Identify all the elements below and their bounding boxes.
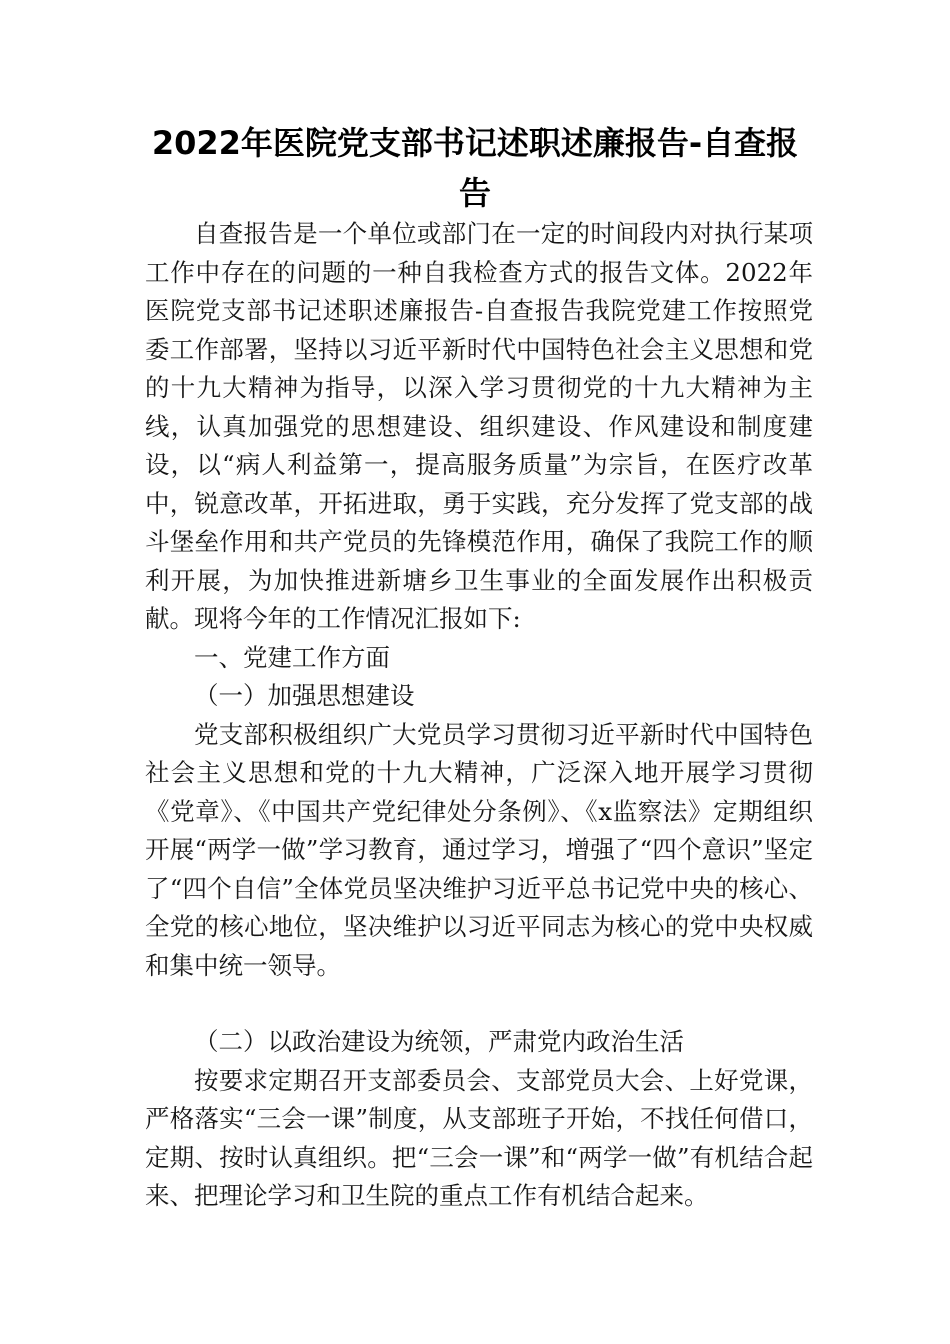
intro-paragraph: 自查报告是一个单位或部门在一定的时间段内对执行某项工作中存在的问题的一种自我检查方式的报告文体。2022年医院党支部书记述职述廉报告-自查报告我院党建工作按照党委工作部署，坚持以习近平新时代中国特色社会主义思想和党的十九大精神为指导，以深入学习贯彻党的十九大精神为主线，认真加强党的思想建设、组织建设、作风建设和制度建设，以“病人利益第一，提高服务质量”为宗旨，在医疗改革中，锐意改革，开拓进取，勇于实践，充分发挥了党支部的战斗堡垒作用和共产党员的先锋模范作用，确保了我院工作的顺利开展，为加快推进新塘乡卫生事业的全面发展作出积极贡献。现将今年的工作情况汇报如下: bbox=[145, 219, 813, 633]
political-building-paragraph: 按要求定期召开支部委员会、支部党员大会、上好党课，严格落实“三会一课”制度，从支部班子开始，不找任何借口，定期、按时认真组织。把“三会一课”和“两学一做”有机结合起来、把理论学习和卫生院的重点工作有机结合起来。 bbox=[145, 1065, 813, 1210]
ideology-paragraph: 党支部积极组织广大党员学习贯彻习近平新时代中国特色社会主义思想和党的十九大精神，广泛深入地开展学习贯彻《党章》、《中国共产党纪律处分条例》、《x监察法》定期组织开展“两学一做”学习教育，通过学习，增强了“四个意识”坚定了“四个自信”全体党员坚决维护习近平总书记党中央的核心、全党的核心地位，坚决维护以习近平同志为核心的党中央权威和集中统一领导。 bbox=[145, 719, 813, 980]
subsection-heading-ideology: （一）加强思想建设 bbox=[194, 681, 415, 710]
document-title: 2022年医院党支部书记述职述廉报告-自查报告 bbox=[151, 124, 799, 212]
section-heading-party-building: 一、党建工作方面 bbox=[194, 642, 390, 672]
document-body bbox=[145, 215, 813, 1216]
subsection-heading-political-building: （二）以政治建设为统领，严肃党内政治生活 bbox=[194, 1027, 684, 1056]
